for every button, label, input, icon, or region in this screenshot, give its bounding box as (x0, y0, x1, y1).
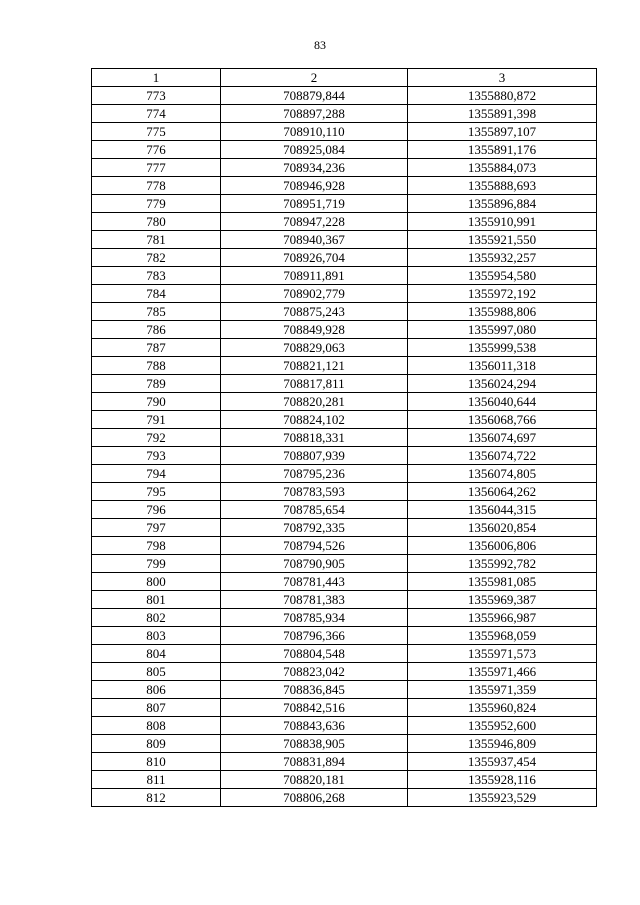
table-header-row (92, 69, 597, 87)
y-coordinate-cell: 1355923,529 (408, 789, 597, 807)
y-coordinate-cell: 1355966,987 (408, 609, 597, 627)
table-row (92, 645, 597, 663)
y-coordinate-cell: 1355969,387 (408, 591, 597, 609)
table-row (92, 555, 597, 573)
x-coordinate-cell: 708790,905 (221, 555, 408, 573)
y-coordinate-cell: 1355992,782 (408, 555, 597, 573)
y-coordinate-cell: 1355896,884 (408, 195, 597, 213)
table-row (92, 213, 597, 231)
x-coordinate-cell: 708911,891 (221, 267, 408, 285)
y-coordinate-cell: 1355960,824 (408, 699, 597, 717)
point-number-cell: 806 (92, 681, 221, 699)
y-coordinate-cell: 1355891,176 (408, 141, 597, 159)
y-coordinate-cell: 1355910,991 (408, 213, 597, 231)
table-row (92, 789, 597, 807)
table-row (92, 177, 597, 195)
point-number-cell: 804 (92, 645, 221, 663)
x-coordinate-cell: 708849,928 (221, 321, 408, 339)
x-coordinate-cell: 708940,367 (221, 231, 408, 249)
table-row (92, 375, 597, 393)
page-number: 83 (314, 38, 326, 52)
point-number-cell: 775 (92, 123, 221, 141)
x-coordinate-cell: 708781,443 (221, 573, 408, 591)
x-coordinate-cell: 708821,121 (221, 357, 408, 375)
y-coordinate-cell: 1356064,262 (408, 483, 597, 501)
coordinates-table (91, 68, 597, 807)
column-header-3: 3 (408, 69, 597, 87)
table-row (92, 249, 597, 267)
table-row (92, 105, 597, 123)
point-number-cell: 809 (92, 735, 221, 753)
point-number-cell: 799 (92, 555, 221, 573)
point-number-cell: 801 (92, 591, 221, 609)
y-coordinate-cell: 1356006,806 (408, 537, 597, 555)
table-row (92, 321, 597, 339)
y-coordinate-cell: 1355932,257 (408, 249, 597, 267)
point-number-cell: 802 (92, 609, 221, 627)
y-coordinate-cell: 1355971,466 (408, 663, 597, 681)
table-row (92, 717, 597, 735)
y-coordinate-cell: 1355954,580 (408, 267, 597, 285)
y-coordinate-cell: 1356040,644 (408, 393, 597, 411)
x-coordinate-cell: 708831,894 (221, 753, 408, 771)
y-coordinate-cell: 1355968,059 (408, 627, 597, 645)
point-number-cell: 778 (92, 177, 221, 195)
table-row (92, 159, 597, 177)
table-row (92, 465, 597, 483)
x-coordinate-cell: 708806,268 (221, 789, 408, 807)
table-row (92, 681, 597, 699)
table-row (92, 735, 597, 753)
point-number-cell: 790 (92, 393, 221, 411)
point-number-cell: 777 (92, 159, 221, 177)
y-coordinate-cell: 1356074,722 (408, 447, 597, 465)
y-coordinate-cell: 1355928,116 (408, 771, 597, 789)
point-number-cell: 808 (92, 717, 221, 735)
y-coordinate-cell: 1355952,600 (408, 717, 597, 735)
point-number-cell: 789 (92, 375, 221, 393)
y-coordinate-cell: 1355981,085 (408, 573, 597, 591)
point-number-cell: 785 (92, 303, 221, 321)
table-header (92, 69, 597, 87)
y-coordinate-cell: 1355997,080 (408, 321, 597, 339)
point-number-cell: 805 (92, 663, 221, 681)
x-coordinate-cell: 708897,288 (221, 105, 408, 123)
x-coordinate-cell: 708820,181 (221, 771, 408, 789)
table-row (92, 357, 597, 375)
point-number-cell: 810 (92, 753, 221, 771)
table-row (92, 753, 597, 771)
y-coordinate-cell: 1356011,318 (408, 357, 597, 375)
point-number-cell: 781 (92, 231, 221, 249)
table-row (92, 87, 597, 105)
x-coordinate-cell: 708946,928 (221, 177, 408, 195)
y-coordinate-cell: 1355891,398 (408, 105, 597, 123)
table-row (92, 663, 597, 681)
point-number-cell: 794 (92, 465, 221, 483)
table-body (92, 87, 597, 807)
x-coordinate-cell: 708951,719 (221, 195, 408, 213)
x-coordinate-cell: 708781,383 (221, 591, 408, 609)
point-number-cell: 774 (92, 105, 221, 123)
table-row (92, 303, 597, 321)
table-row (92, 771, 597, 789)
x-coordinate-cell: 708792,335 (221, 519, 408, 537)
table-row (92, 609, 597, 627)
point-number-cell: 793 (92, 447, 221, 465)
x-coordinate-cell: 708824,102 (221, 411, 408, 429)
table-row (92, 141, 597, 159)
x-coordinate-cell: 708875,243 (221, 303, 408, 321)
table-row (92, 591, 597, 609)
point-number-cell: 812 (92, 789, 221, 807)
point-number-cell: 807 (92, 699, 221, 717)
table-row (92, 429, 597, 447)
table-row (92, 339, 597, 357)
y-coordinate-cell: 1355972,192 (408, 285, 597, 303)
x-coordinate-cell: 708820,281 (221, 393, 408, 411)
y-coordinate-cell: 1355880,872 (408, 87, 597, 105)
point-number-cell: 783 (92, 267, 221, 285)
point-number-cell: 791 (92, 411, 221, 429)
point-number-cell: 782 (92, 249, 221, 267)
y-coordinate-cell: 1355999,538 (408, 339, 597, 357)
y-coordinate-cell: 1356068,766 (408, 411, 597, 429)
point-number-cell: 811 (92, 771, 221, 789)
point-number-cell: 800 (92, 573, 221, 591)
y-coordinate-cell: 1355897,107 (408, 123, 597, 141)
point-number-cell: 792 (92, 429, 221, 447)
table-row (92, 537, 597, 555)
x-coordinate-cell: 708818,331 (221, 429, 408, 447)
x-coordinate-cell: 708783,593 (221, 483, 408, 501)
x-coordinate-cell: 708910,110 (221, 123, 408, 141)
point-number-cell: 796 (92, 501, 221, 519)
point-number-cell: 797 (92, 519, 221, 537)
point-number-cell: 788 (92, 357, 221, 375)
table-row (92, 267, 597, 285)
table-row (92, 627, 597, 645)
table-row (92, 393, 597, 411)
x-coordinate-cell: 708807,939 (221, 447, 408, 465)
column-header-2: 2 (221, 69, 408, 87)
point-number-cell: 803 (92, 627, 221, 645)
x-coordinate-cell: 708879,844 (221, 87, 408, 105)
y-coordinate-cell: 1355988,806 (408, 303, 597, 321)
y-coordinate-cell: 1355971,359 (408, 681, 597, 699)
point-number-cell: 780 (92, 213, 221, 231)
x-coordinate-cell: 708947,228 (221, 213, 408, 231)
x-coordinate-cell: 708817,811 (221, 375, 408, 393)
table-row (92, 447, 597, 465)
table-row (92, 699, 597, 717)
point-number-cell: 779 (92, 195, 221, 213)
column-header-1: 1 (92, 69, 221, 87)
table-row (92, 519, 597, 537)
x-coordinate-cell: 708842,516 (221, 699, 408, 717)
table-row (92, 411, 597, 429)
y-coordinate-cell: 1355946,809 (408, 735, 597, 753)
x-coordinate-cell: 708926,704 (221, 249, 408, 267)
y-coordinate-cell: 1356074,805 (408, 465, 597, 483)
table-row (92, 285, 597, 303)
y-coordinate-cell: 1355971,573 (408, 645, 597, 663)
x-coordinate-cell: 708794,526 (221, 537, 408, 555)
y-coordinate-cell: 1356020,854 (408, 519, 597, 537)
x-coordinate-cell: 708838,905 (221, 735, 408, 753)
x-coordinate-cell: 708785,654 (221, 501, 408, 519)
table-row (92, 483, 597, 501)
point-number-cell: 795 (92, 483, 221, 501)
x-coordinate-cell: 708796,366 (221, 627, 408, 645)
point-number-cell: 776 (92, 141, 221, 159)
table-row (92, 501, 597, 519)
y-coordinate-cell: 1355888,693 (408, 177, 597, 195)
x-coordinate-cell: 708843,636 (221, 717, 408, 735)
x-coordinate-cell: 708795,236 (221, 465, 408, 483)
x-coordinate-cell: 708804,548 (221, 645, 408, 663)
x-coordinate-cell: 708785,934 (221, 609, 408, 627)
x-coordinate-cell: 708829,063 (221, 339, 408, 357)
point-number-cell: 798 (92, 537, 221, 555)
table-row (92, 123, 597, 141)
y-coordinate-cell: 1356024,294 (408, 375, 597, 393)
table-row (92, 195, 597, 213)
y-coordinate-cell: 1356044,315 (408, 501, 597, 519)
table-row (92, 573, 597, 591)
x-coordinate-cell: 708925,084 (221, 141, 408, 159)
y-coordinate-cell: 1355884,073 (408, 159, 597, 177)
y-coordinate-cell: 1355937,454 (408, 753, 597, 771)
point-number-cell: 773 (92, 87, 221, 105)
point-number-cell: 786 (92, 321, 221, 339)
point-number-cell: 787 (92, 339, 221, 357)
y-coordinate-cell: 1356074,697 (408, 429, 597, 447)
x-coordinate-cell: 708934,236 (221, 159, 408, 177)
y-coordinate-cell: 1355921,550 (408, 231, 597, 249)
x-coordinate-cell: 708836,845 (221, 681, 408, 699)
x-coordinate-cell: 708823,042 (221, 663, 408, 681)
x-coordinate-cell: 708902,779 (221, 285, 408, 303)
table-row (92, 231, 597, 249)
point-number-cell: 784 (92, 285, 221, 303)
